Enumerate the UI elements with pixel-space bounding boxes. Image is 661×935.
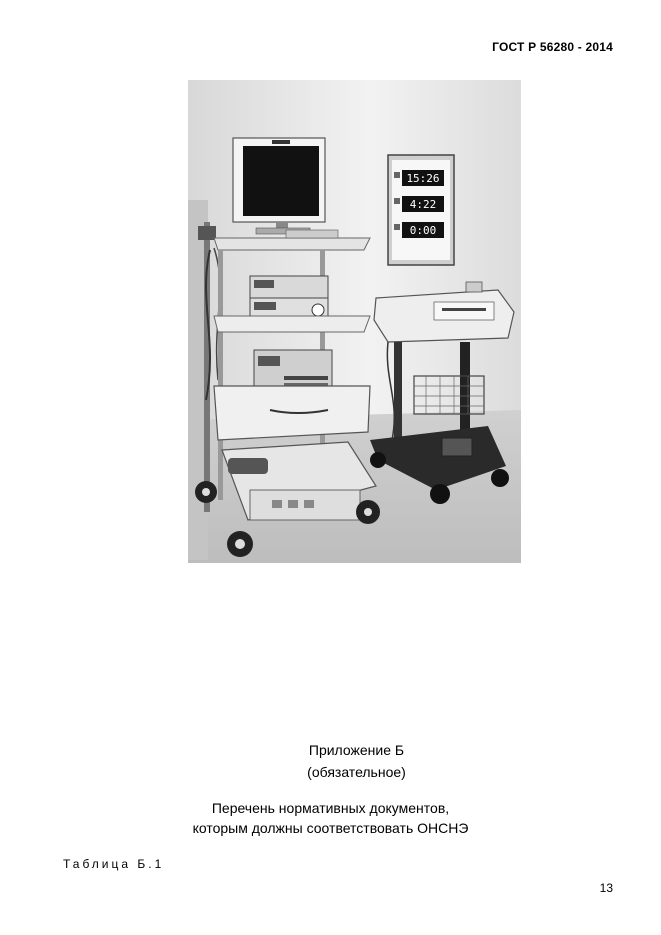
document-list-title-line-2: которым должны соответствовать ОНСНЭ [192, 819, 469, 836]
equipment-photo-illustration [188, 80, 521, 563]
clock-display-1: 15:26 [406, 172, 440, 185]
appendix-status: (обязательное) [307, 763, 406, 780]
appendix-title: Приложение Б [308, 742, 405, 758]
page-number: 13 [599, 881, 613, 895]
document-standard-header: ГОСТ Р 56280 - 2014 [492, 40, 613, 54]
clock-display-2: 4:22 [409, 198, 437, 211]
document-list-title-line-1: Перечень нормативных документов, [211, 800, 450, 816]
appendix-heading [0, 740, 661, 783]
table-label: Таблица Б.1 [63, 857, 165, 871]
equipment-photo [188, 80, 521, 563]
document-list-title [0, 799, 661, 838]
clock-display-3: 0:00 [409, 224, 437, 237]
